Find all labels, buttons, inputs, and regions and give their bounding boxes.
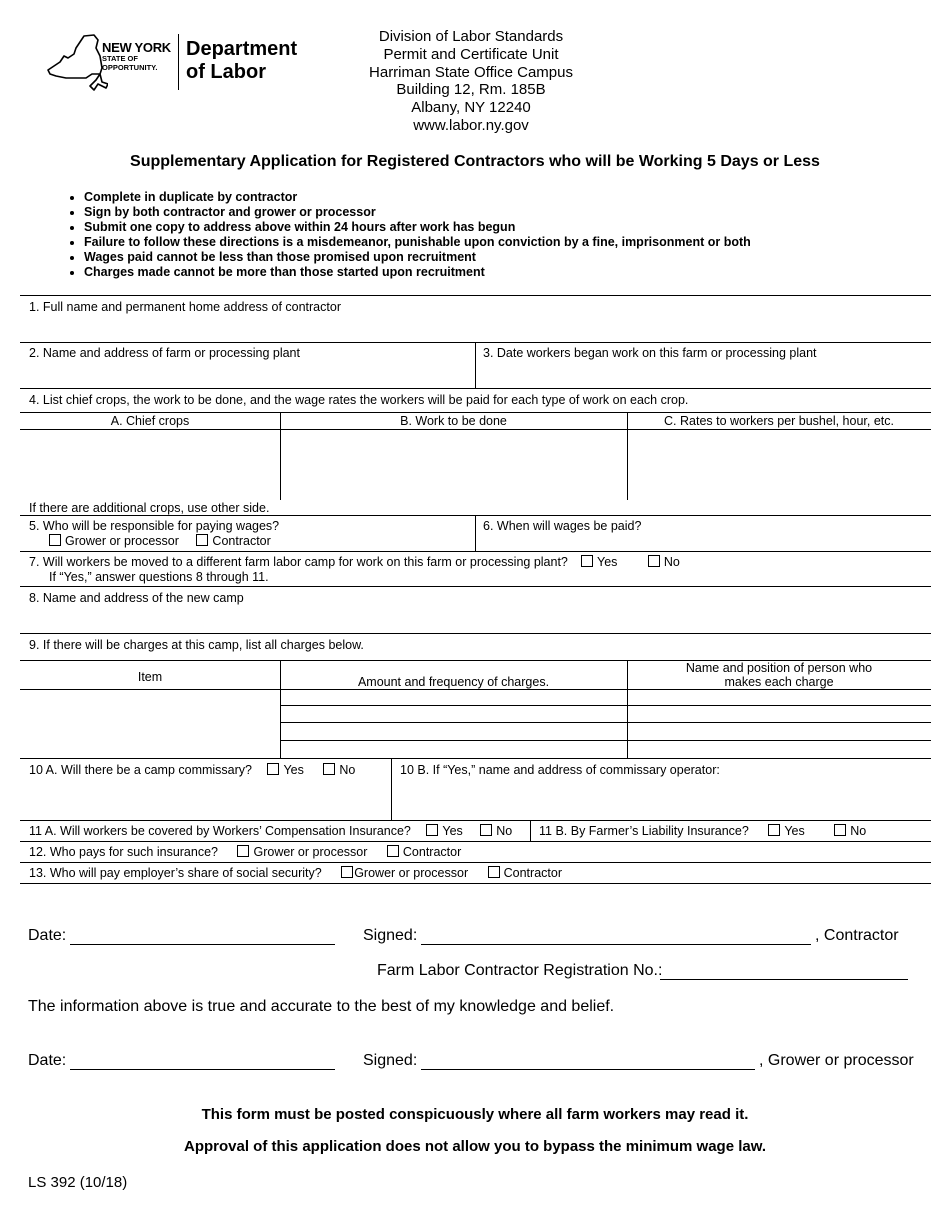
q11b-yes-checkbox[interactable] (768, 824, 780, 836)
logo-state-line2: STATE OF (102, 54, 138, 63)
rule (475, 342, 476, 388)
q9-col-item: Item (137, 670, 163, 684)
logo-state-line3: OPPORTUNITY. (102, 63, 158, 72)
address-line: Harriman State Office Campus (369, 63, 573, 81)
logo-dept-line1: Department (186, 38, 298, 60)
registration-line[interactable] (660, 979, 908, 980)
address-line: www.labor.ny.gov (413, 116, 529, 134)
q11a-label (29, 824, 512, 838)
q2-label: 2. Name and address of farm or processing plant (29, 346, 300, 360)
q9-col-person-line2: makes each charge (724, 675, 834, 689)
q10b-label: 10 B. If “Yes,” name and address of commissary operator: (400, 763, 720, 777)
certify-text: The information above is true and accurate to the best of my knowledge and belief. (28, 998, 615, 1015)
q5-options (49, 534, 271, 548)
posting-notice: This form must be posted conspicuously where all farm workers may read it. (201, 1106, 749, 1123)
q11a-text: 11 A. Will workers be covered by Workers’ Compensation Insurance? (29, 824, 411, 838)
q11a-yes-label: Yes (442, 824, 463, 838)
q5-grower-checkbox[interactable] (49, 534, 61, 546)
registration-label: Farm Labor Contractor Registration No.: (377, 962, 663, 979)
logo-dept-line2: of Labor (186, 61, 266, 83)
rule (280, 705, 931, 706)
q7-yes-checkbox[interactable] (581, 555, 593, 567)
q4-col-work: B. Work to be done (400, 414, 507, 428)
rule (20, 412, 931, 413)
new-york-state-outline-icon (46, 34, 108, 92)
q7-label: 7. Will workers be moved to a different farm labor camp for work on this farm or processing plant? (29, 555, 568, 569)
q7-options (581, 555, 680, 569)
contractor-date-label: Date: (28, 927, 67, 944)
agency-address (330, 28, 612, 135)
instruction-item: • Failure to follow these directions is a misdemeanor, punishable upon conviction by a fine, imprisonment or both (84, 235, 751, 250)
q12-contractor-label: Contractor (402, 845, 462, 859)
q4-col-chief-crops: A. Chief crops (110, 414, 190, 428)
rule (20, 758, 931, 759)
instruction-item: • Complete in duplicate by contractor (84, 190, 751, 205)
logo-state-line1: NEW YORK (102, 40, 171, 55)
q9-col-amount: Amount and frequency of charges. (357, 675, 550, 689)
q11b-no-label: No (850, 824, 867, 838)
contractor-signature-line[interactable] (421, 944, 811, 945)
q3-label: 3. Date workers began work on this farm or processing plant (483, 346, 817, 360)
q9-col-person (627, 661, 931, 689)
q12-label (29, 845, 461, 859)
q10a-yes-label: Yes (283, 763, 304, 777)
q7-no-label: No (663, 555, 680, 569)
q12-grower-label: Grower or processor (253, 845, 368, 859)
rule (20, 586, 931, 587)
q7-no-checkbox[interactable] (648, 555, 660, 567)
q12-grower-checkbox[interactable] (237, 845, 249, 857)
q9-col-person-line1: Name and position of person who (685, 661, 873, 675)
q6-label: 6. When will wages be paid? (483, 519, 642, 533)
contractor-signed-label: Signed: (363, 927, 418, 944)
q11a-no-label: No (496, 824, 513, 838)
rule (20, 841, 931, 842)
instruction-item: • Wages paid cannot be less than those promised upon recruitment (84, 250, 751, 265)
address-line: Albany, NY 12240 (411, 99, 531, 117)
q8-label: 8. Name and address of the new camp (29, 591, 244, 605)
q11b-yes-label: Yes (784, 824, 805, 838)
rule (20, 862, 931, 863)
q7-yes-label: Yes (597, 555, 618, 569)
grower-signed-label: Signed: (363, 1052, 418, 1069)
instruction-item: • Charges made cannot be more than those started upon recruitment (84, 265, 751, 280)
logo-divider (178, 34, 179, 90)
q13-contractor-checkbox[interactable] (488, 866, 500, 878)
instruction-list (62, 190, 751, 280)
q4-work-input[interactable] (281, 430, 626, 498)
q4-col-rates: C. Rates to workers per bushel, hour, etc. (664, 414, 894, 428)
minimum-wage-notice: Approval of this application does not allow you to bypass the minimum wage law. (183, 1138, 767, 1155)
q5-label: 5. Who will be responsible for paying wages? (29, 519, 280, 533)
q11a-yes-checkbox[interactable] (426, 824, 438, 836)
contractor-date-line[interactable] (70, 944, 335, 945)
address-line: Building 12, Rm. 185B (396, 81, 546, 99)
q11b-label (539, 824, 866, 838)
address-line: Division of Labor Standards (378, 28, 564, 45)
rule (391, 758, 392, 820)
q4-rates-input[interactable] (628, 430, 930, 498)
q1-label: 1. Full name and permanent home address of contractor (29, 300, 341, 314)
instruction-item: • Sign by both contractor and grower or processor (84, 205, 751, 220)
q4-label: 4. List chief crops, the work to be done, and the wage rates the workers will be paid for each type of work on each crop. (29, 393, 689, 407)
rule (280, 722, 931, 723)
q12-contractor-checkbox[interactable] (387, 845, 399, 857)
q10a-yes-checkbox[interactable] (267, 763, 279, 775)
q13-text: 13. Who will pay employer’s share of social security? (29, 866, 322, 880)
rule (530, 820, 531, 841)
q13-grower-label: Grower or processor (354, 866, 469, 880)
grower-date-line[interactable] (70, 1069, 335, 1070)
q7-sub-label: If “Yes,” answer questions 8 through 11. (49, 570, 269, 584)
q10a-label (29, 763, 355, 777)
rule (20, 388, 931, 389)
grower-signature-line[interactable] (421, 1069, 755, 1070)
q10a-text: 10 A. Will there be a camp commissary? (29, 763, 252, 777)
rule (20, 551, 931, 552)
grower-suffix: , Grower or processor (759, 1052, 914, 1069)
rule (20, 295, 931, 296)
q13-grower-checkbox[interactable] (341, 866, 353, 878)
address-line: Permit and Certificate Unit (383, 45, 559, 63)
q13-label (29, 866, 562, 880)
rule (475, 515, 476, 551)
q12-text: 12. Who pays for such insurance? (29, 845, 218, 859)
q10a-no-checkbox[interactable] (323, 763, 335, 775)
q11a-no-checkbox[interactable] (480, 824, 492, 836)
q13-contractor-label: Contractor (503, 866, 562, 880)
instruction-item: • Submit one copy to address above within 24 hours after work has begun (84, 220, 751, 235)
rule (20, 883, 931, 884)
rule (20, 820, 931, 821)
q11b-no-checkbox[interactable] (834, 824, 846, 836)
contractor-suffix: , Contractor (815, 927, 899, 944)
q5-grower-label: Grower or processor (65, 534, 179, 548)
rule (20, 689, 931, 690)
q5-contractor-checkbox[interactable] (196, 534, 208, 546)
q4-crops-input[interactable] (20, 430, 279, 498)
grower-date-label: Date: (28, 1052, 67, 1069)
q10a-no-label: No (339, 763, 356, 777)
q9-label: 9. If there will be charges at this camp, list all charges below. (29, 638, 364, 652)
rule (20, 633, 931, 634)
q4-note: If there are additional crops, use other side. (29, 501, 270, 515)
rule (280, 740, 931, 741)
form-id: LS 392 (10/18) (28, 1174, 128, 1191)
form-title: Supplementary Application for Registered Contractors who will be Working 5 Days or Less (130, 153, 820, 170)
nys-logo (46, 32, 316, 94)
q5-contractor-label: Contractor (212, 534, 271, 548)
q11b-text: 11 B. By Farmer’s Liability Insurance? (539, 824, 749, 838)
